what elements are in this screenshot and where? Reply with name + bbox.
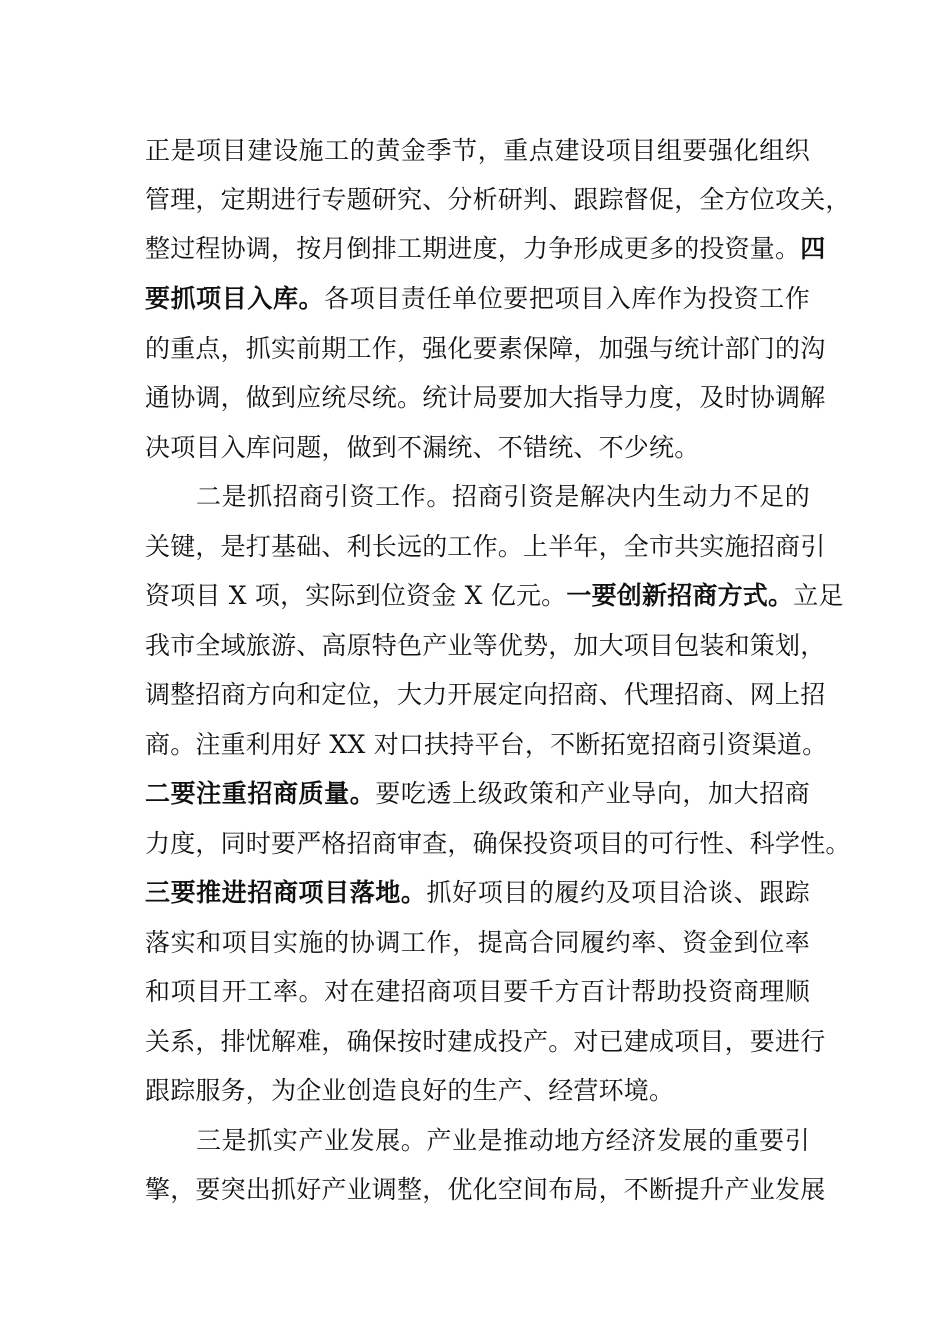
text-line bbox=[145, 329, 826, 369]
text-segment: 调整招商方向和定位，大力开展定向招商、代理招商、网上招 bbox=[145, 680, 826, 709]
text-line bbox=[145, 626, 826, 666]
text-line bbox=[196, 1121, 810, 1161]
text-line bbox=[145, 873, 810, 913]
text-segment: 招商引资是解决内生动力不足的 bbox=[452, 482, 810, 511]
text-segment: 各项目责任单位要把项目入库作为投资工作 bbox=[324, 284, 810, 313]
text-segment: 跟踪服务，为企业创造良好的生产、经营环境。 bbox=[145, 1076, 675, 1105]
text-segment: 通协调，做到应统尽统。统计局要加大指导力度，及时协调解 bbox=[145, 383, 826, 412]
text-segment: 我市全域旅游、高原特色产业等优势，加大项目包装和策划， bbox=[145, 631, 826, 660]
text-line bbox=[145, 180, 851, 220]
text-line bbox=[145, 774, 810, 814]
text-line bbox=[145, 972, 810, 1012]
text-segment: 抓好项目的履约及项目洽谈、跟踪 bbox=[426, 878, 810, 907]
section-heading-segment: 三是抓实产业发展。 bbox=[196, 1126, 427, 1155]
text-line bbox=[145, 527, 826, 567]
text-segment: 落实和项目实施的协调工作，提高合同履约率、资金到位率 bbox=[145, 928, 810, 957]
text-line bbox=[145, 923, 810, 963]
text-segment: 关系，排忧解难，确保按时建成投产。对已建成项目，要进行 bbox=[145, 1027, 826, 1056]
text-segment: 擎，要突出抓好产业调整，优化空间布局，不断提升产业发展 bbox=[145, 1175, 826, 1204]
text-line bbox=[145, 428, 810, 468]
bold-heading-segment: 三要推进招商项目落地。 bbox=[145, 878, 427, 907]
text-line bbox=[145, 1022, 826, 1062]
bold-heading-segment: 四 bbox=[800, 234, 826, 263]
text-segment: 商。注重利用好 XX 对口扶持平台，不断拓宽招商引资渠道。 bbox=[145, 730, 828, 759]
bold-heading-segment: 要抓项目入库。 bbox=[145, 284, 325, 313]
text-segment: 力度，同时要严格招商审查，确保投资项目的可行性、科学性。 bbox=[145, 829, 851, 858]
text-line bbox=[145, 824, 851, 864]
text-segment: 资项目 X 项，实际到位资金 X 亿元。 bbox=[145, 581, 567, 610]
text-line bbox=[145, 131, 810, 171]
text-line bbox=[145, 725, 828, 765]
text-line bbox=[196, 477, 810, 517]
text-segment: 立足 bbox=[793, 581, 844, 610]
text-line bbox=[145, 675, 826, 715]
text-line bbox=[145, 229, 826, 269]
text-segment: 的重点，抓实前期工作，强化要素保障，加强与统计部门的沟 bbox=[145, 334, 826, 363]
text-line bbox=[145, 378, 826, 418]
text-segment: 关键，是打基础、利长远的工作。上半年，全市共实施招商引 bbox=[145, 532, 826, 561]
text-line bbox=[145, 576, 844, 616]
text-segment: 整过程协调，按月倒排工期进度，力争形成更多的投资量。 bbox=[145, 234, 801, 263]
text-segment: 产业是推动地方经济发展的重要引 bbox=[426, 1126, 810, 1155]
text-segment: 要吃透上级政策和产业导向，加大招商 bbox=[375, 779, 810, 808]
text-segment: 正是项目建设施工的黄金季节，重点建设项目组要强化组织 bbox=[145, 136, 810, 165]
bold-heading-segment: 二要注重招商质量。 bbox=[145, 779, 376, 808]
text-segment: 管理，定期进行专题研究、分析研判、跟踪督促，全方位攻关， bbox=[145, 185, 851, 214]
text-segment: 决项目入库问题，做到不漏统、不错统、不少统。 bbox=[145, 433, 700, 462]
text-segment: 和项目开工率。对在建招商项目要千方百计帮助投资商理顺 bbox=[145, 977, 810, 1006]
section-heading-segment: 二是抓招商引资工作。 bbox=[196, 482, 452, 511]
bold-heading-segment: 一要创新招商方式。 bbox=[566, 581, 794, 610]
text-line bbox=[145, 1170, 826, 1210]
text-line bbox=[145, 1071, 810, 1111]
text-line bbox=[145, 279, 810, 319]
